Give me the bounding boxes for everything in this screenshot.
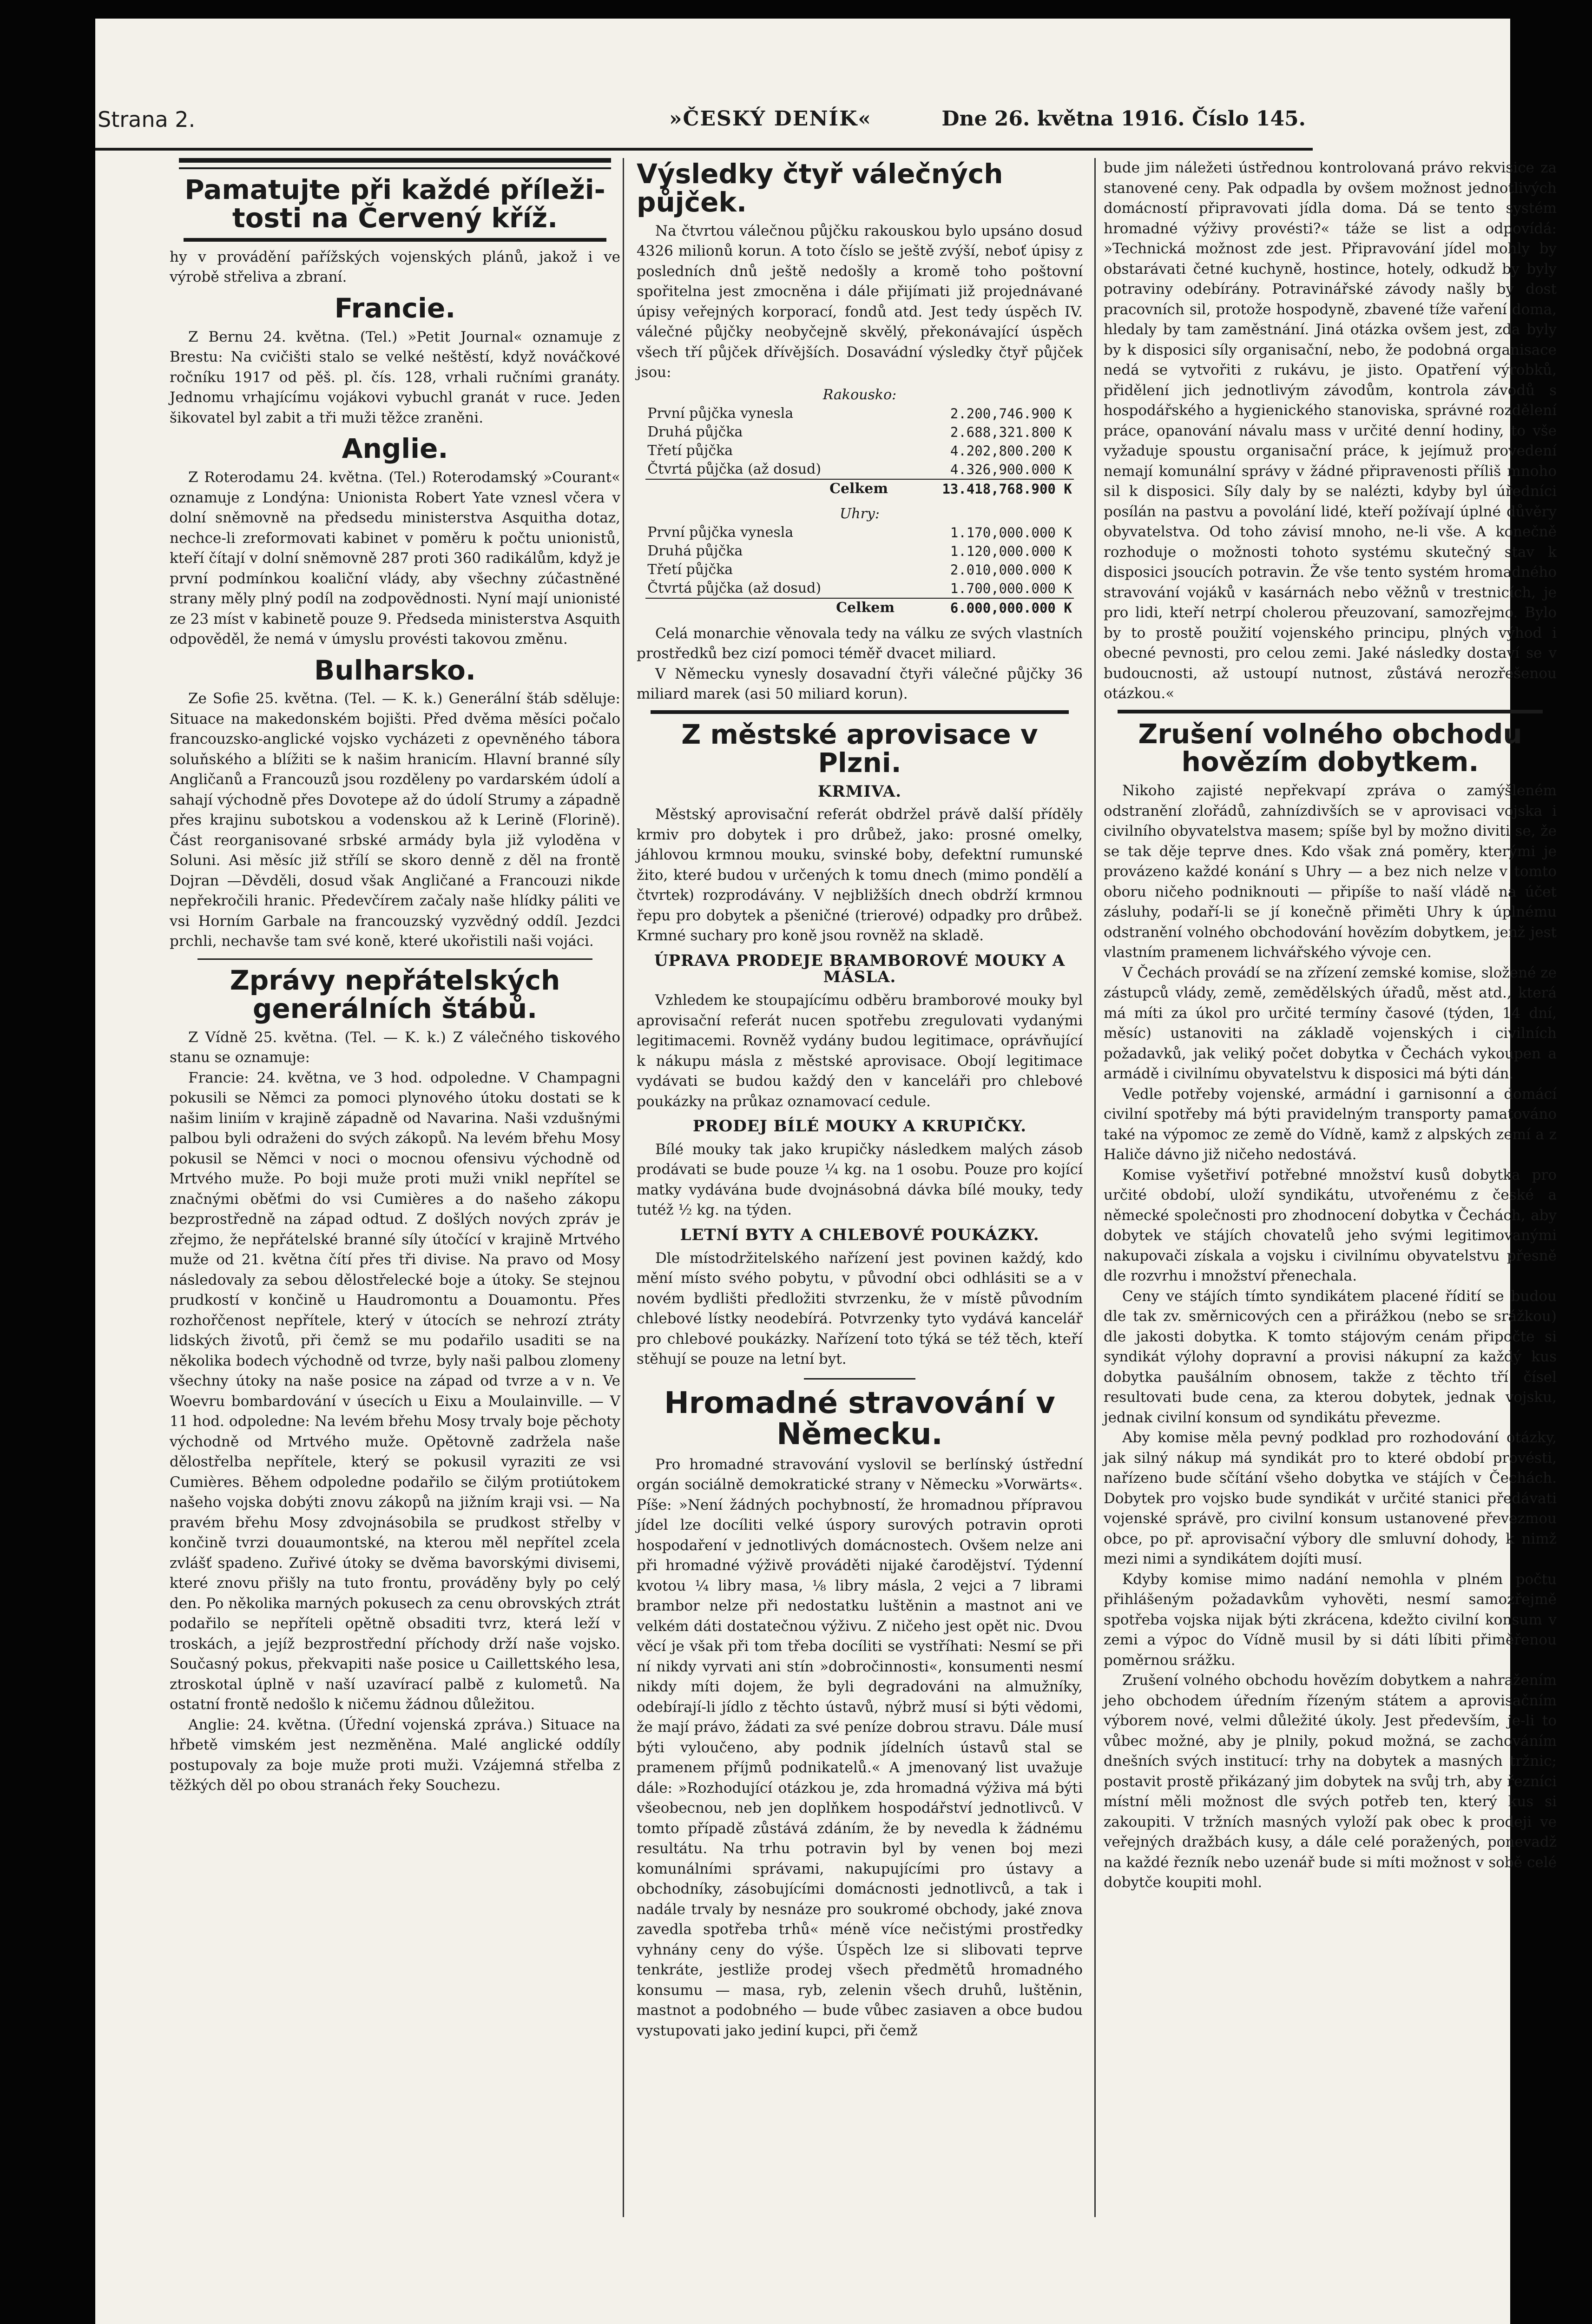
loans-table-hungary — [645, 505, 1074, 617]
article-headline: Hromadné stravování v Německu. — [664, 1386, 1055, 1452]
article-text: Zrušení volného obchodu hovězím dobytkem a nahražením jeho obchodem úředním řízeným státem a aprovisačním výborem nové, velmi důležité úkoly. Jest především, je-li to vůbec možné, aby je plnily, pokud možná, se zachováním dnešních svých institucí: trhy na dobytek a masných tržnic; postavit prostě přikázaný jim dobytek na svůj trh, aby řezníci místní měli možnost dle svých potřeb ten, který kus si zakoupiti. V tržních masných vyloží pak obec k prodeji ve veřejných dražbách kusy, a dále celé poražených, ponevadž na každé řezník nebo uzenář bude si míti možnost v sobě celé dobytče koupiti mohl. — [1104, 1672, 1557, 1891]
article-text: Z Bernu 24. května. (Tel.) »Petit Journal« oznamuje z Brestu: Na cvičišti stalo se velké neštěstí, když nováčkové ročníku 1917 od pěš. pl. čís. 128, vrhali ručními granáty. Jednomu vrhajícímu vojákovi vybuchl granát v ruce. Jeden šikovatel byl zabit a tři muži těžce zraněni. — [170, 328, 620, 426]
article-text: Anglie: 24. května. (Úřední vojenská zpráva.) Situace na hřbetě vimském jest nezměněna. Malé anglické oddíly postupovaly za boje muže proti muži. Vzájemná střelba z těžkých děl po obou stranách řeky Souchezu. — [170, 1716, 620, 1794]
loan-amount: 1.700,000.000 K — [950, 580, 1072, 596]
page-number: Strana 2. — [98, 107, 196, 132]
column-2 — [637, 158, 1083, 2041]
article-text: Dle místodržitelského nařízení jest povinen každý, kdo mění místo svého pobytu, v původní obci odhlásiti se a v novém bydlišti předložiti stvrzenku, že v místě původním chlebové lístky neodebírá. Potvrzenky tyto vydává kancelář pro chlebové poukázky. Nařízení toto týká se též těch, kteří stěhují se pouze na letní byt. — [637, 1249, 1083, 1367]
loan-label: Druhá půjčka — [647, 423, 743, 440]
section-heading-england: Anglie. — [342, 433, 448, 465]
article-headline: Výsledky čtyř válečných půjček. — [637, 158, 1003, 218]
table-row — [645, 442, 1074, 460]
article-text: Z Roterodamu 24. května. (Tel.) Roterodamský »Courant« oznamuje z Londýna: Unionista Robert Yate vznesl včera v dolní sněmovně na předsedu ministerstva Asquitha dotaz, nechce-li zreformovati kabinet v poměru k počtu unionistů, kteří čítají v dolní sněmovně 287 proti 360 radikálům, když je první podmínkou koaliční vlády, aby všechny zúčastněné strany měly plný podíl na zodpovědnosti. Nyní mají unionisté ze 23 míst v kabinetě pouze 9. Předseda ministerstva Asquith odpověděl, že nemá v úmyslu provésti takovou změnu. — [170, 469, 620, 648]
article-text: hy v provádění pařížských vojenských plánů, jakož i ve výrobě střeliva a zbraní. — [170, 248, 620, 286]
section-heading-france: Francie. — [334, 292, 456, 324]
table-total-label: Celkem — [645, 479, 890, 498]
article-text: Pro hromadné stravování vyslovil se berlínský ústřední orgán sociálně demokratické strany v Německu »Vorwärts«. Píše: »Není žádných pochybností, že hromadnou přípravou jídel lze docíliti velké úspory surových potravin oproti hospodaření v jednotlivých domácnostech. Ovšem nelze ani při hromadné výživě prováděti nijaké čarodějství. Týdenní kvotou ¼ libry masa, ⅛ libry másla, 2 vejci a 7 librami brambor nelze při nedostatku luštěnin a mastnot ani ve velkém dáti dostatečnou výživu. Z ničeho jest opět nic. Dvou věcí je však při tom třeba docíliti se vystříhati: Nesmí se při ní nikdy vyrvati ani stín »dobročinnosti«, konsumenti nesmí nikdy míti dojem, že byli degradováni na almužníky, odebírají-li jídlo z těchto ústavů, nýbrž musí si býti vědomi, že mají právo, žádati za své peníze dobrou stravu. Dále musí býti vyloučeno, aby podnik jídelních ústavů stal se pramenem příjmů podnikatelů.« A jmenovaný list uvažuje dále: »Rozhodující otázkou je, zda hromadná výživa má býti všeobecnou, neb jen doplňkem hospodářství jednotlivců. V tomto případě zůstává zdáním, že by nevedla k žádnému resultátu. Na trhu potravin byl by venen boj mezi komunálními správami, nakupujícími pro ústavy a obchodníky, zásobujícími domácnosti jednotlivců, a tak i nadále trvaly by nesnáze pro soukromé obchody, jaké znova zavedla spotřeba trhů« méně více nečistými prostředky vyhnány ceny do výše. Úspěch lze si slibovati teprve tenkráte, jestliže prodej všech předmětů hromadného konsumu — masa, ryb, zelenin všech druhů, luštěnin, mastnot a podobného — bude vůbec zasiaven a obce budou vystupovati jako jediní kupci, při čemž — [637, 1456, 1083, 2039]
article-text: Na čtvrtou válečnou půjčku rakouskou bylo upsáno dosud 4326 milionů korun. A toto číslo se ještě zvýší, neboť úpisy z posledních dnů ještě nedošly a kromě toho poštovní spořitelna jest zmocněna i dále přijímati již projednávané úpisy veřejných korporací, fondů atd. Jest tedy úspěch IV. válečné půjčky neobyčejně skvělý, překonávající úspěch všech tří půjček dřívějších. Dosavádní výsledky čtyř půjček jsou: — [637, 222, 1083, 381]
loan-label: První půjčka vynesla — [647, 524, 794, 541]
column-1 — [170, 158, 620, 1796]
masthead-rule — [95, 148, 1313, 151]
table-caption: Rakousko: — [822, 386, 897, 403]
loan-label: První půjčka vynesla — [647, 405, 794, 422]
loan-label: Čtvrtá půjčka (až dosud) — [647, 461, 822, 477]
article-headline: Zrušení volného obchodu hovězím dobytkem. — [1138, 718, 1522, 778]
article-text: Vzhledem ke stoupajícímu odběru bramborové mouky byl aprovisační referát nucen spotřebu zregulovati vydanými legitimacemi. Rovněž vydány budou legitimace, oprávňující k nákupu másla z městské aprovisace. Obojí legitimace vydávati se budou každý den v kanceláři pro chlebové poukázky na průkaz oznamovací cedule. — [637, 992, 1083, 1110]
article-text: Celá monarchie věnovala tedy na válku ze svých vlastních prostředků bez cizí pomoci téměř dvacet miliard. — [637, 625, 1083, 662]
table-row — [645, 404, 1074, 423]
loans-table-austria — [645, 386, 1074, 498]
rule — [804, 1378, 915, 1380]
table-row — [645, 460, 1074, 479]
masthead — [98, 107, 1306, 144]
table-caption: Uhry: — [839, 505, 880, 522]
rule — [184, 238, 606, 242]
article-text: Nikoho zajisté nepřekvapí zpráva o zamýšleném odstranění zlořádů, zahnízdivších se v aprovisaci vojska i civilního obyvatelstva masem; spíše byl by možno diviti se, že se tak děje teprve dnes. Kdo však zná poměry, kterými je provázeno každé konání s Uhry — a bez nich nelze v tomto oboru ničeho podniknouti — připíše to naší vládě na účet zásluhy, podaří-li se jí konečně přiměti Uhry k úplnému odstranění volného obchodování hovězím dobytkem, jenž jest vlastním pramenem lichvářského vývoje cen. — [1104, 782, 1557, 961]
section-heading-bulgaria: Bulharsko. — [314, 654, 476, 686]
loan-amount: 2.010,000.000 K — [950, 561, 1072, 578]
column-divider — [623, 158, 624, 2217]
article-text: bude jim náležeti ústřednou kontrolovaná právo rekvisice za stanovené ceny. Pak odpadla by ovšem možnost jednotlivých domácností připravovati jídla doma. Dá se tento systém hromadné výživy provésti?« táže se list a odpovídá: »Technická možnost zde jest. Připravování jídel mohly by obstarávati četné kuchyně, hostince, hotely, odkudž by byly potraviny odebírány. Potravinářské závody našly by dost pracovních sil, protože hospodyně, zbavené tíže vaření doma, hledaly by tam zaměstnání. Jiná otázka ovšem jest, zda byly by k disposici síly organisační, nebo, že podobná organisace nedá se vytvořiti z rukávu, je jisto. Opatření výrobků, přidělení jich jednotlivým závodům, kontrola závodů s hospodářského a hygienického stanoviska, správné rozdělení práce, opanování návalu mass v určité denní hodiny, to vše vyžaduje spoustu organisační práce, k jejímuž provedení nemají komunální správy v žádné připravenosti příliš mnoho sil k disposici. Síly daly by se nalézti, kdyby byl úředníci posílán na pastvu a povolání lidé, kteří požívají úplné důvěry obyvatelstva. Od toho závisí mnoho, ne-li vše. A konečně rozhoduje o možnosti tohoto systému skutečný stav k disposici jsoucích potravin. Že vše tento systém hromadného stravování vojáků v kasárnách nebo věžnů v trestnicích, je pro lidi, kteří netrpí cholerou přeuzovaní, samozřejmo. Bylo by to prostě použití vojenského principu, plných výhod i obecné pevnosti, pro celou zemi. Jaké následky dostaví se v budoucnosti, až ustoupí nutnost, zůstává nerozřešenou otázkou.« — [1104, 159, 1557, 702]
article-text: Z Vídně 25. května. (Tel. — K. k.) Z válečného tiskového stanu se oznamuje: — [170, 1029, 620, 1066]
loan-label: Třetí půjčka — [647, 561, 733, 578]
article-text: Francie: 24. května, ve 3 hod. odpoledne. V Champagni pokusili se Němci za pomoci plynového útoku dostati se k našim liniím v krajině západně od Navarina. Naši vzdušnými palbou byli odraženi do svých zákopů. Na levém břehu Mosy pokusil se Němci v noci o mocnou ofensivu východně od Mrtvého muže. Po boji muže proti muži vnikl nepřítel se značnými oběťmi do vsi Cumières a do našeho zákopu bezprostředně na západ odtud. Z došlých nových zpráv je zřejmo, že nepřátelské branné síly útočící v krajině Mrtvého muže od 21. května čítí přes tři divise. Na pravo od Mosy následovaly za sebou dělostřelecké boje a útoky. Se stejnou prudkostí v končině u Haudromontu a Douamontu. Přes rozhořčenost nepřítele, který v útocích se nehrozí ztráty lidských životů, při čemž se mu podařilo usaditi se na několika bodech východně od tvrze, byly naši palbou zlomeny všechny útoky na naše posice na západ od tvrze a v n. Ve Woevru bombardování v úsecích u Eixu a Moulainville. — V 11 hod. odpoledne: Na levém břehu Mosy trvaly boje pěchoty východně od Mrtvého muže. Opětovně zadržela naše dělostřelba nepřítele, který se pokusil vyraziti ze vsi Cumières. Během odpoledne podařilo se čilým protiútokem našeho vojska dobýti znovu zákopů na jižním kraji vsi. — Na pravém břehu Mosy zdvojnásobila se prudkost střelby v končině tvrzi douaumontské, na kterou měl nepřítel zcela zvlášť spadeno. Zuřivé útoky se dvěma bavorskými divisemi, které znovu přišly na tuto frontu, prováděny byly po celý den. Po několika marných pokusech za cenu obrovských ztrát podařilo se nepříteli opětně obsaditi tvrz, která leží v troskách, a jejíž bezprostřední příchody drží naše vojsko. Současný pokus, překvapiti naše posice u Caillettského lesa, ztroskotal úplně v naší uzavírací palbě z kulometů. Na ostatní frontě nedošlo k ničemu žádnou důležitou. — [170, 1069, 620, 1713]
loan-amount: 4.202,800.200 K — [950, 442, 1072, 459]
table-row — [645, 423, 1074, 442]
table-row — [645, 579, 1074, 598]
issue-date: Dne 26. května 1916. Číslo 145. — [941, 107, 1306, 131]
rule — [651, 710, 1069, 714]
subheading: PRODEJ BÍLÉ MOUKY A KRUPIČKY. — [692, 1117, 1027, 1136]
article-text: Ceny ve stájích tímto syndikátem placené řídití se budou dle tak zv. směrnicových cen a přirážkou (nebo se srážkou) dle jakosti dobytka. K tomto stájovým cenám připočte si syndikát výlohy dopravní a provisi nákupní za každý kus dobytka paušálním obnosem, takže z těchto tří čísel resultovati bude cena, za kterou dobytek, jednak vojsku, jednak civilní konsum od syndikátu převezme. — [1104, 1287, 1557, 1426]
loan-amount: 2.688,321.800 K — [950, 424, 1072, 440]
table-row — [645, 523, 1074, 542]
article-headline: Zprávy nepřátelských generálních štábů. — [230, 964, 560, 1024]
subheading: ÚPRAVA PRODEJE BRAMBOROVÉ MOUKY A MÁSLA. — [654, 951, 1066, 987]
newspaper-title: »ČESKÝ DENÍK« — [669, 107, 872, 131]
table-row — [645, 542, 1074, 561]
loan-amount: 4.326,900.000 K — [950, 461, 1072, 477]
subheading: KRMIVA. — [817, 782, 902, 801]
table-total-label: Celkem — [645, 598, 896, 617]
ad-headline: Pamatujte při každé příleži-tosti na Červený kříž. — [184, 174, 605, 234]
table-total-value: 13.418,768.900 K — [890, 479, 1074, 498]
loan-amount: 2.200,746.900 K — [950, 405, 1072, 422]
article-text: Vedle potřeby vojenské, armádní i garnisonní a domácí civilní spotřeby má býti pravidelným transporty pamatováno také na výpomoc ze země do Vídně, kamž z alpských zemí a z Haliče dávno již ničeho nedostává. — [1104, 1085, 1557, 1163]
column-divider — [1094, 158, 1096, 2217]
table-row — [645, 561, 1074, 579]
article-text: Aby komise měla pevný podklad pro rozhodování otázky, jak silný nákup má syndikát pro to které období provésti, nařízeno bude sčítání všeho dobytka ve stájích v Čechách. Dobytek pro vojsko bude syndikát v určité stanici předávati vojenské správě, pro civilní konsum ustanovené převezmou obce, po př. aprovisační výbory dle smluvní dohody, k nimž mezi nimi a syndikátem dojíti musí. — [1104, 1429, 1557, 1568]
article-text: Komise vyšetřiví potřebné množství kusů dobytka pro určité období, uloží syndikátu, utvořenému z české a německé společnosti pro zhodnocení dobytka v Čechách, aby dobytek ve stájích chovatelů jeho svými legitimovanými nakupovači získala a vojsku i civilnímu obyvatelstvu přesně dle rozvrhu i množství přenechala. — [1104, 1166, 1557, 1285]
article-headline: Z městské aprovisace v Plzni. — [681, 718, 1038, 779]
column-3 — [1104, 158, 1557, 1893]
article-text: Městský aprovisační referát obdržel právě další příděly krmiv pro dobytek i pro drůbež, jako: prosné omelky, jáhlovou krmnou mouku, svinské boby, defektní rumunské žito, které budou v určených k tomu dnech (mimo pondělí a čtvrtek) rozprodávány. V nejbližších dnech obdrží krmnou řepu pro dobytek a pšeničné (trierové) odpadky pro drůbež. Krmné suchary pro koně jsou rovněž na skladě. — [637, 806, 1083, 944]
ad-rule — [179, 158, 611, 169]
rule — [1118, 710, 1543, 713]
loan-label: Čtvrtá půjčka (až dosud) — [647, 580, 822, 596]
rule — [197, 958, 592, 960]
loan-label: Druhá půjčka — [647, 542, 743, 559]
loan-amount: 1.120,000.000 K — [950, 543, 1072, 559]
article-text: V Německu vynesly dosavadní čtyři válečné půjčky 36 miliard marek (asi 50 miliard korun). — [637, 665, 1083, 703]
article-text: Bílé mouky tak jako krupičky následkem malých zásob prodávati se bude pouze ¼ kg. na 1 osobu. Pouze pro kojící matky vydávána bude dvojnásobná dávka bílé mouky, tedy tutéž ½ kg. na týden. — [637, 1141, 1083, 1219]
article-text: V Čechách provádí se na zřízení zemské komise, složené ze zástupců vlády, země, zemědělských úřadů, měst atd., která má míti za úkol pro určité termíny časové (týden, 14 dní, měsíc) ustanoviti na základě vojenských i civilních požadavků, jak veliký počet dobytka v Čechách vykoupen a armádě i civilnímu obyvatelstvu k disposici má býti dán. — [1104, 964, 1557, 1083]
loan-label: Třetí půjčka — [647, 442, 733, 459]
loan-amount: 1.170,000.000 K — [950, 524, 1072, 541]
subheading: LETNÍ BYTY A CHLEBOVÉ POUKÁZKY. — [680, 1225, 1039, 1244]
table-total-value: 6.000,000.000 K — [896, 598, 1074, 617]
article-text: Kdyby komise mimo nadání nemohla v plném počtu přihlášeným požadavkům vyhověti, nesmí samozřejmě spotřeba vojska nijak býti zkrácena, kdežto civilní konsum v zemi a výpoc do Vídně musil by si dáti líbiti přiměřenou poměrnou srážku. — [1104, 1571, 1557, 1669]
article-text: Ze Sofie 25. května. (Tel. — K. k.) Generální štáb sděluje: Situace na makedonském bojišti. Před dvěma měsíci počalo francouzsko-anglické vojsko vycházeti z opevněného tábora soluňského a blížiti se k našim hranicím. Hlavní branné síly Angličanů a Francouzů jsou rozděleny po vardarském údolí a sahají východně přes Dovotepe až do údolí Strumy a západně přes krajinu subotskou a vodenskou až k Lerině (Florině). Část reorganisované srbské armády byla již vyloděna v Soluni. Asi měsíc již střílí se skoro denně z děl na frontě Dojran —Děvděli, dosud však Angličané a Francouzi nikde nepřekročili hranic. Předevčírem začaly naše hlídky páliti ve vsi Horním Garbale na francouzský vyzvědný oddíl. Jezdci prchli, nechavše tam své koně, které ukořistili naši vojáci. — [170, 690, 620, 950]
